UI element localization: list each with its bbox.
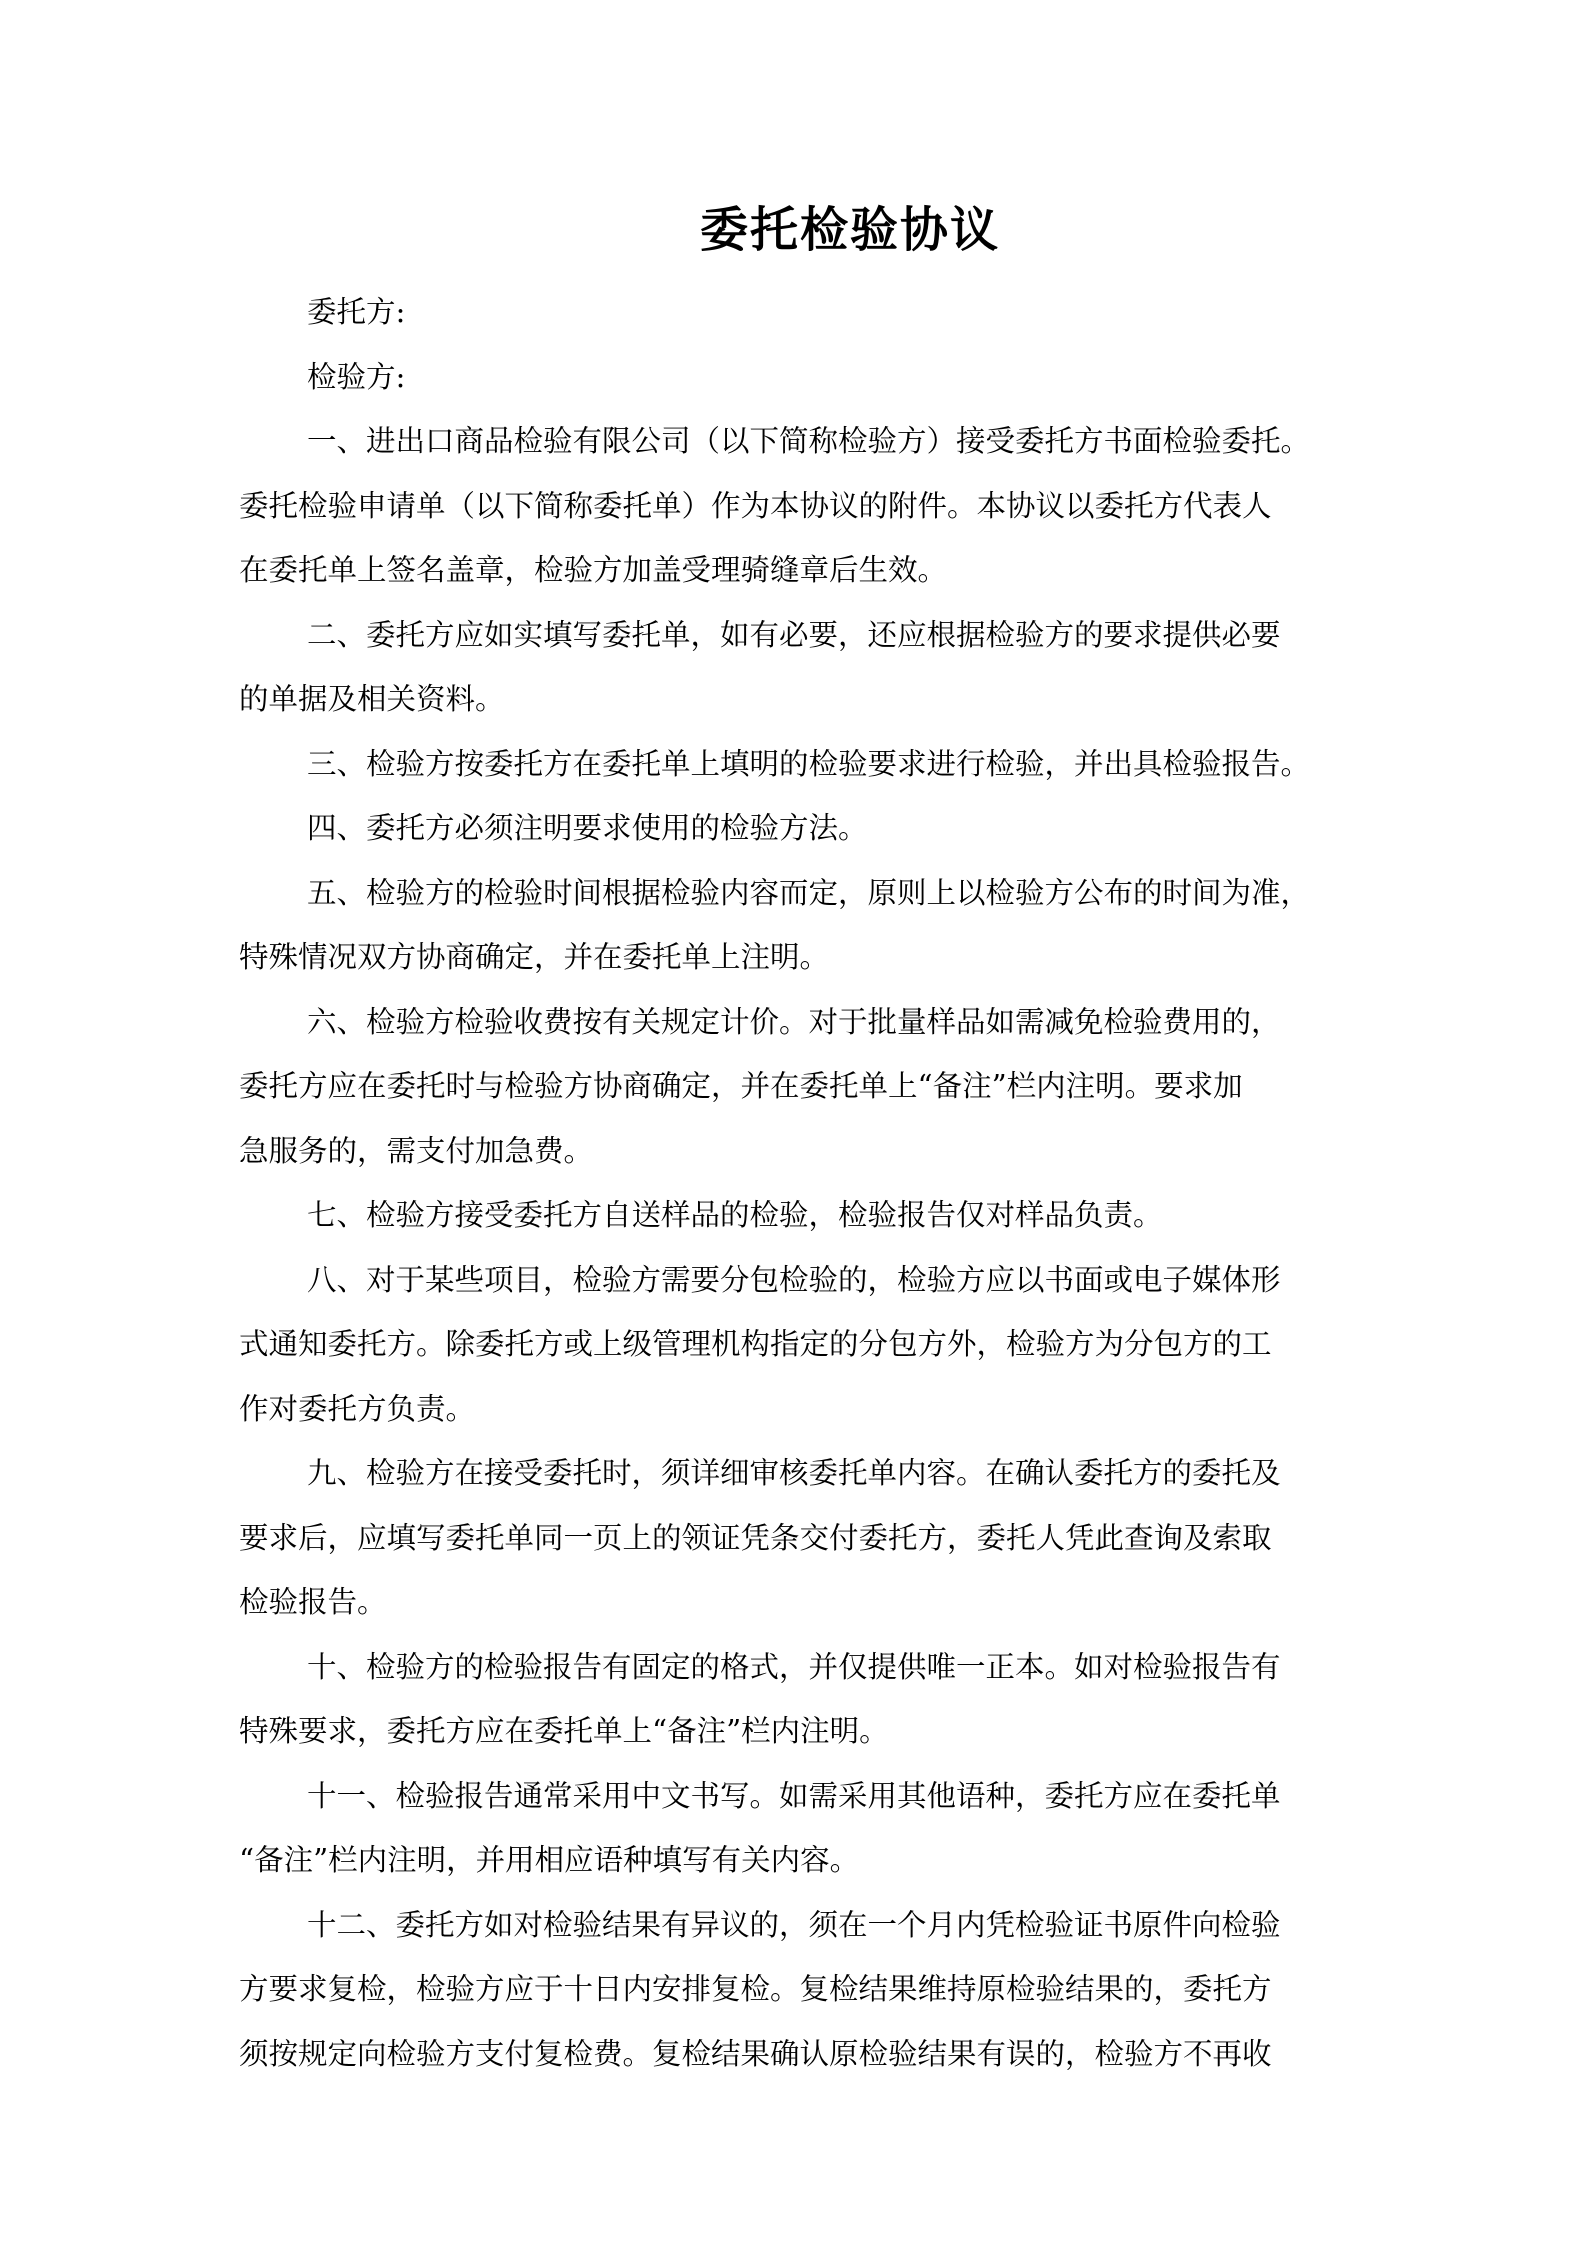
paragraph (239, 1441, 1359, 1635)
paragraph-first-line: 检验方: (307, 359, 406, 394)
paragraph (239, 1183, 1359, 1248)
document-body (239, 280, 1359, 2086)
paragraph (239, 796, 1359, 861)
paragraph (239, 1893, 1359, 2087)
paragraph-line: 特殊要求，委托方应在委托单上“备注”栏内注明。 (239, 1714, 889, 1748)
paragraph-line: 在委托单上签名盖章，检验方加盖受理骑缝章后生效。 (239, 553, 948, 587)
paragraph-line: “备注”栏内注明，并用相应语种填写有关内容。 (239, 1843, 860, 1877)
paragraph-first-line: 六、检验方检验收费按有关规定计价。对于批量样品如需减免检验费用的， (307, 1004, 1281, 1039)
paragraph-first-line: 十二、委托方如对检验结果有异议的，须在一个月内凭检验证书原件向检验 (307, 1907, 1281, 1942)
paragraph (239, 603, 1359, 732)
paragraph-first-line: 九、检验方在接受委托时，须详细审核委托单内容。在确认委托方的委托及 (307, 1456, 1281, 1490)
paragraph-line: 委托方应在委托时与检验方协商确定，并在委托单上“备注”栏内注明。要求加 (239, 1069, 1243, 1103)
paragraph-first-line: 三、检验方按委托方在委托单上填明的检验要求进行检验，并出具检验报告。 (307, 746, 1311, 781)
paragraph-line: 作对委托方负责。 (239, 1391, 476, 1426)
paragraph (239, 409, 1359, 603)
paragraph-line: 的单据及相关资料。 (239, 682, 505, 716)
paragraph-line: 式通知委托方。除委托方或上级管理机构指定的分包方外，检验方为分包方的工 (239, 1327, 1272, 1361)
paragraph-first-line: 七、检验方接受委托方自送样品的检验，检验报告仅对样品负责。 (307, 1198, 1163, 1232)
paragraph-first-line: 五、检验方的检验时间根据检验内容而定，原则上以检验方公布的时间为准， (307, 875, 1311, 910)
paragraph-line: 要求后，应填写委托单同一页上的领证凭条交付委托方，委托人凭此查询及索取 (239, 1520, 1272, 1555)
document-title: 委托检验协议 (699, 202, 1000, 258)
paragraph (239, 345, 1359, 410)
paragraph (239, 732, 1359, 797)
paragraph-line: 检验报告。 (239, 1585, 387, 1619)
paragraph (239, 1635, 1359, 1764)
paragraph (239, 1764, 1359, 1893)
paragraph (239, 990, 1359, 1184)
paragraph-first-line: 四、委托方必须注明要求使用的检验方法。 (307, 811, 868, 845)
paragraph (239, 1248, 1359, 1442)
paragraph-first-line: 一、进出口商品检验有限公司（以下简称检验方）接受委托方书面检验委托。 (307, 424, 1311, 458)
paragraph-first-line: 八、对于某些项目，检验方需要分包检验的，检验方应以书面或电子媒体形 (307, 1262, 1281, 1297)
paragraph-line: 特殊情况双方协商确定，并在委托单上注明。 (239, 940, 830, 974)
paragraph-line: 委托检验申请单（以下简称委托单）作为本协议的附件。本协议以委托方代表人 (239, 488, 1272, 523)
paragraph-line: 急服务的，需支付加急费。 (239, 1133, 594, 1168)
paragraph (239, 280, 1359, 345)
paragraph-line: 须按规定向检验方支付复检费。复检结果确认原检验结果有误的，检验方不再收 (239, 2036, 1272, 2071)
paragraph-line: 方要求复检，检验方应于十日内安排复检。复检结果维持原检验结果的，委托方 (239, 1972, 1272, 2006)
paragraph-first-line: 委托方: (307, 295, 406, 329)
paragraph (239, 861, 1359, 990)
paragraph-first-line: 十一、检验报告通常采用中文书写。如需采用其他语种，委托方应在委托单 (307, 1778, 1281, 1813)
paragraph-first-line: 二、委托方应如实填写委托单，如有必要，还应根据检验方的要求提供必要 (307, 617, 1281, 652)
paragraph-first-line: 十、检验方的检验报告有固定的格式，并仅提供唯一正本。如对检验报告有 (307, 1649, 1281, 1684)
